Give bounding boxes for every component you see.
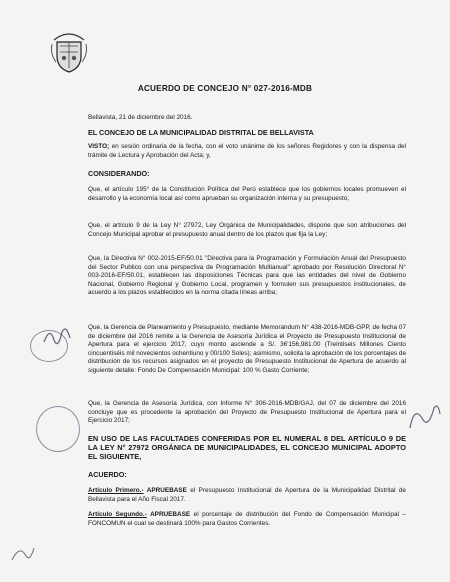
- municipal-seal-stamp-icon: [36, 406, 80, 452]
- municipal-crest-icon: [48, 30, 90, 74]
- margin-signature-icon: [406, 400, 442, 434]
- acuerdo-heading: ACUERDO:: [88, 470, 127, 479]
- signature-mark-icon: [40, 322, 74, 352]
- paragraph-3: Que, la Directiva N° 002-2015-EF/50.01 "Directiva para la Programación y Formulación Anual del Presupuesto del Sector Publico con una perspectiva de Programación Multianual" aprobado por Resolución Directoral N° 003-2016-EF/50.01, establecen las disposiciones Técnicas para que las entidades del nivel de Gobierno Nacional, Gobierno Regional y Gobierno Local, programen y formulen sus presupuestos institucionales, de acuerdo a los plazos establecidos en la norma citada líneas arriba;: [88, 255, 406, 297]
- date-line: Bellavista, 21 de diciembre del 2016.: [88, 114, 193, 121]
- article-1: [88, 487, 406, 504]
- document-title: ACUERDO DE CONCEJO N° 027-2016-MDB: [137, 84, 313, 93]
- article-2-label: Artículo Segundo.-: [88, 511, 147, 518]
- paragraph-2: Que, el artículo 9 de la Ley N° 27972, Ley Orgánica de Municipalidades, dispone que son atribuciones del Concejo Municipal aprobar el presupuesto anual dentro de los plazos que fija la Ley;: [88, 222, 406, 238]
- corner-initial-icon: [8, 542, 38, 564]
- article-1-text: el Presupuesto Institucional de Apertura de la Municipalidad Distrital de Bellavista para el Año Fiscal 2017.: [88, 487, 406, 503]
- article-2: [88, 511, 406, 528]
- article-1-label: Artículo Primero.-: [88, 487, 144, 494]
- visto-text: en sesión ordinaria de la fecha, con el voto unánime de los señores Regidores y con la dispensa del trámite de Lectura y Aprobación del Acta; y,: [88, 143, 406, 159]
- paragraph-1: Que, el artículo 195° de la Constitución Política del Perú establece que los gobiernos locales promueven el desarrollo y la economía local así como aprueban su organización interna y su presupuesto;: [88, 186, 406, 202]
- considerando-heading: CONSIDERANDO:: [88, 169, 150, 178]
- paragraph-5: Que, la Gerencia de Asesoría Jurídica, con Informe N° 306-2016-MDB/GAJ, del 07 de diciembre del 2016 concluye que es procedente la aprobación del Proyecto de Presupuesto Institucional de Apertura para el Ejercicio 2017;: [88, 400, 406, 425]
- article-2-verb: APRUEBASE: [146, 511, 191, 518]
- visto-label: VISTO;: [88, 143, 110, 150]
- article-2-text: el porcentaje de distribución del Fondo de Compensación Municipal – FONCOMUN el cual se destinará 100% para Gastos Corrientes.: [88, 511, 406, 527]
- visto-paragraph: [88, 143, 406, 160]
- article-1-verb: APRUEBASE: [143, 487, 187, 494]
- issuer-heading: EL CONCEJO DE LA MUNICIPALIDAD DISTRITAL DE BELLAVISTA: [88, 128, 314, 137]
- en-uso-paragraph: EN USO DE LAS FACULTADES CONFERIDAS POR EL NUMERAL 8 DEL ARTÍCULO 9 DE LA LEY N° 27972 ORGÁNICA DE MUNICIPALIDADES, EL CONCEJO MUNICIPAL ADOPTO EL SIGUIENTE,: [88, 434, 406, 462]
- paragraph-4: Que, la Gerencia de Planeamiento y Presupuesto, mediante Memorandum N° 438-2016-MDB-GPP, de fecha 07 de diciembre del 2016 remite a la Gerencia de Asesoría Jurídica el Proyecto de Presupuesto Institucional de Apertura para el ejercicio 2017, cuyo monto asciende a S/. 36'156,981.00 (Treintiseis Millones Ciento cincuentiséis mil novecientos ochentiuno y 00/100 Soles); asimismo, solicita la aprobación de los porcentajes de distribución de los recursos asignados en el proyecto de Presupuesto Institucional de Apertura de acuerdo al siguiente detalle: Fondo De Compensación Municipal: 100 % Gasto Corriente;: [88, 324, 406, 374]
